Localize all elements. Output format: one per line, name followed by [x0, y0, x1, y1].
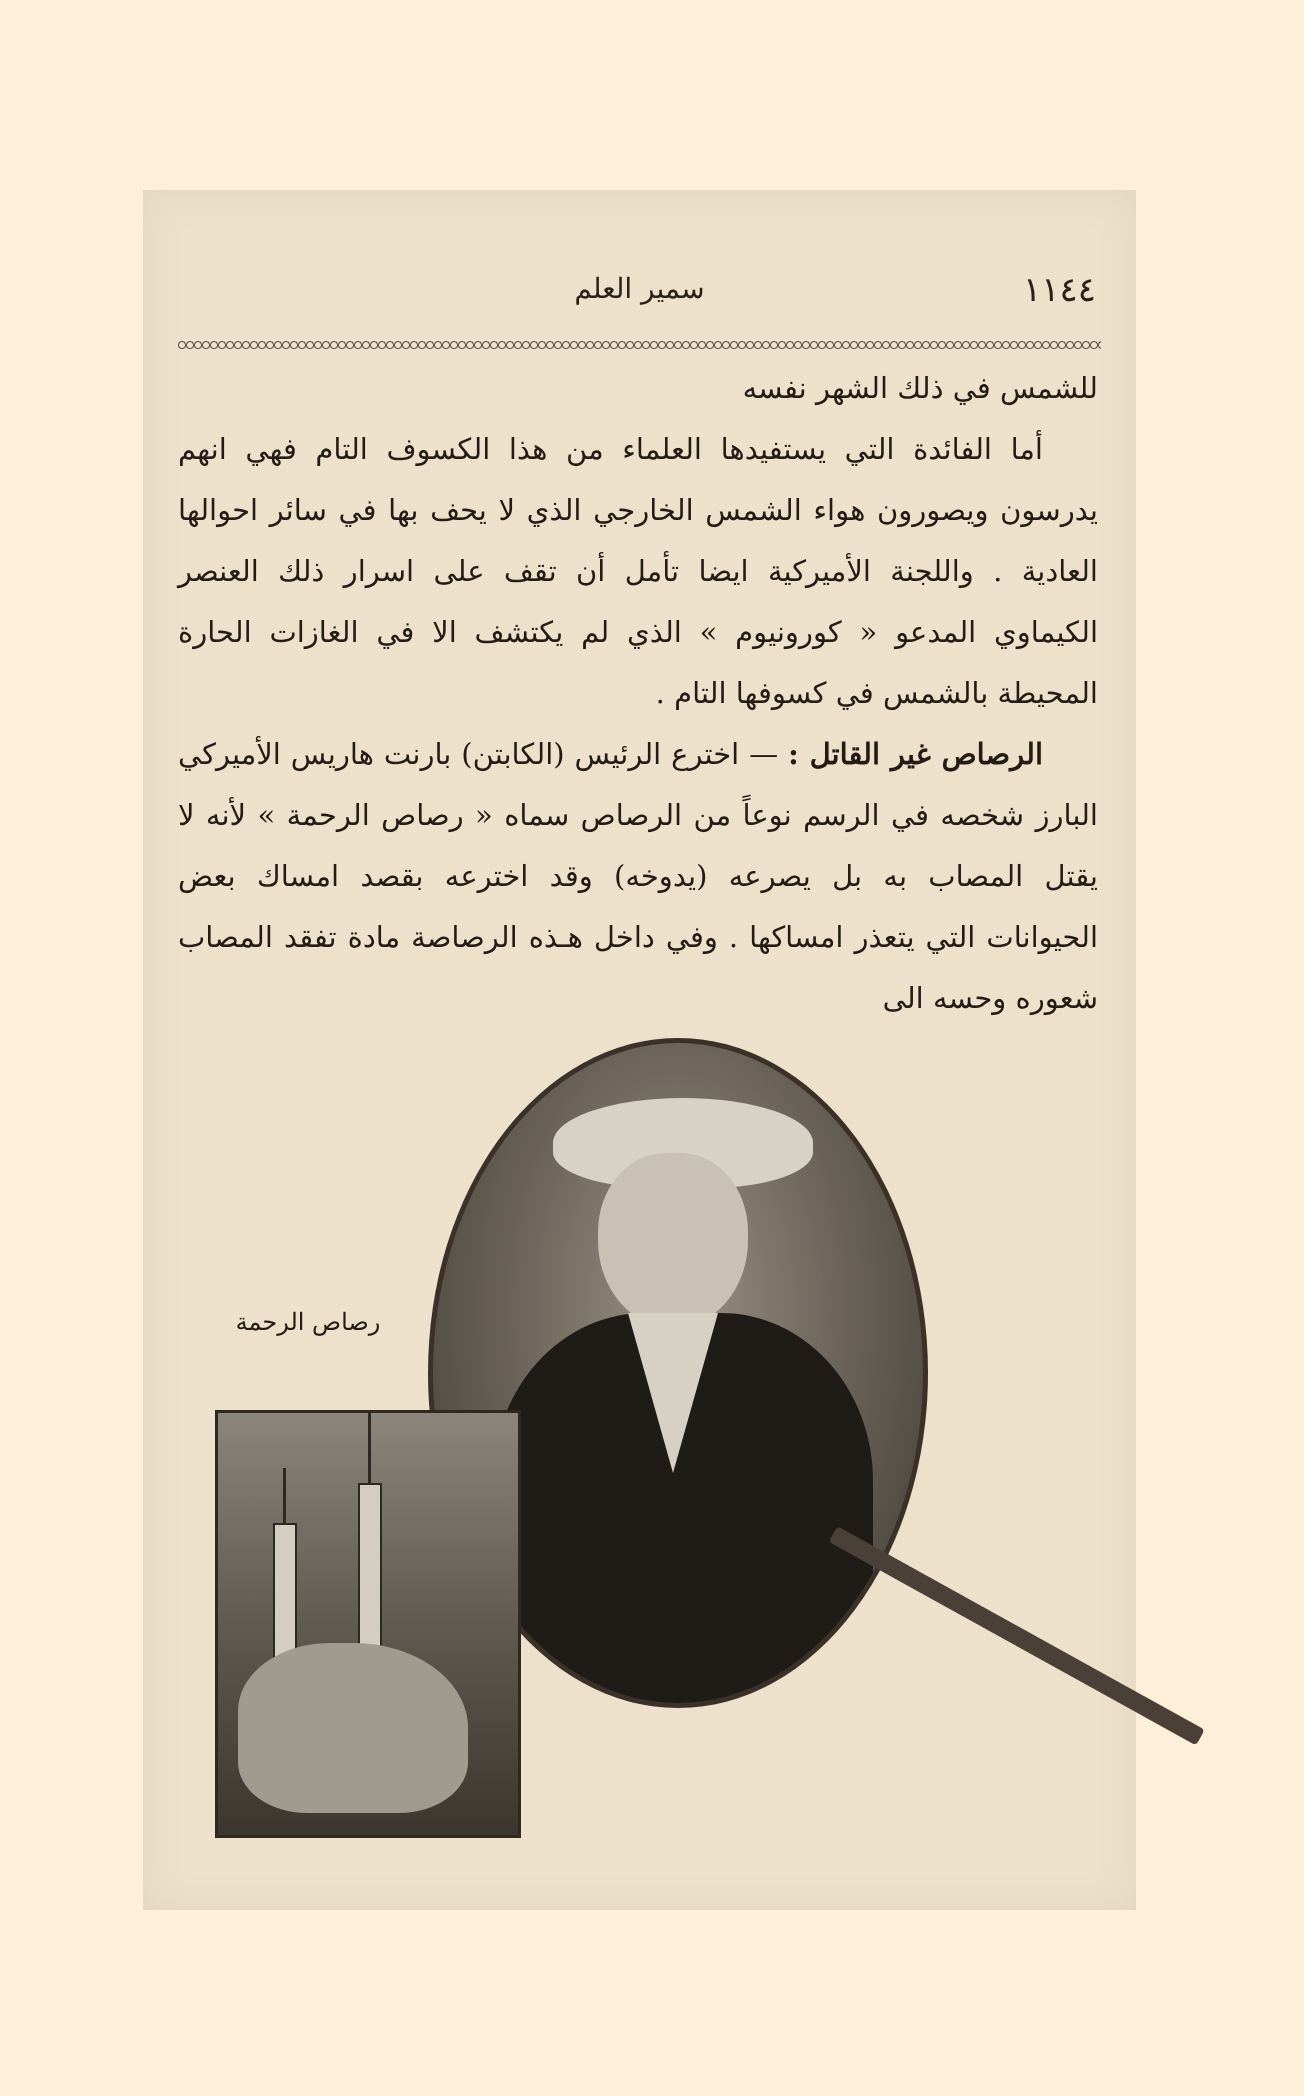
paragraph-continuation: للشمس في ذلك الشهر نفسه [742, 371, 1098, 405]
page-number: ١١٤٤ [1022, 270, 1096, 310]
decorative-rule [178, 340, 1101, 350]
page-header [183, 270, 1096, 320]
hand-shape [238, 1643, 468, 1813]
needle-left [283, 1468, 286, 1528]
paragraph-eclipse: أما الفائدة التي يستفيدها العلماء من هذا الكسوف التام فهي انهم يدرسون ويصورون هواء الشمس الخارجي الذي لا يحف بها في سائر احوالها العادية . واللجنة الأميركية ايضا تأمل أن تقف على اسرار ذلك العنصر الكيماوي المدعو « كورونيوم » الذي لم يكتشف الا في الغازات الحارة المحيطة بالشمس في كسوفها التام . [178, 432, 1098, 710]
paragraph-bullets [178, 724, 1098, 1029]
syringes-photo [215, 1410, 521, 1838]
paragraph-bullets-text: — اخترع الرئيس (الكابتن) بارنت هاريس الأميركي البارز شخصه في الرسم نوعاً من الرصاص سماه « رصاص الرحمة » لأنه لا يقتل المصاب به بل يصرعه (يدوخه) وقد اخترعه بقصد امساك بعض الحيوانات التي يتعذر امساكها . وفي داخل هـذه الرصاصة مادة تفقد المصاب شعوره وحسه الى [178, 737, 1098, 1015]
needle-right [368, 1413, 371, 1488]
face-shape [598, 1153, 748, 1328]
section-heading: الرصاص غير القاتل : [788, 737, 1043, 771]
rifle-barrel [829, 1526, 1205, 1745]
book-page [143, 190, 1136, 1910]
figure-caption: رصاص الرحمة [235, 1308, 381, 1336]
running-title: سمير العلم [574, 272, 705, 305]
article-text [178, 358, 1098, 1029]
